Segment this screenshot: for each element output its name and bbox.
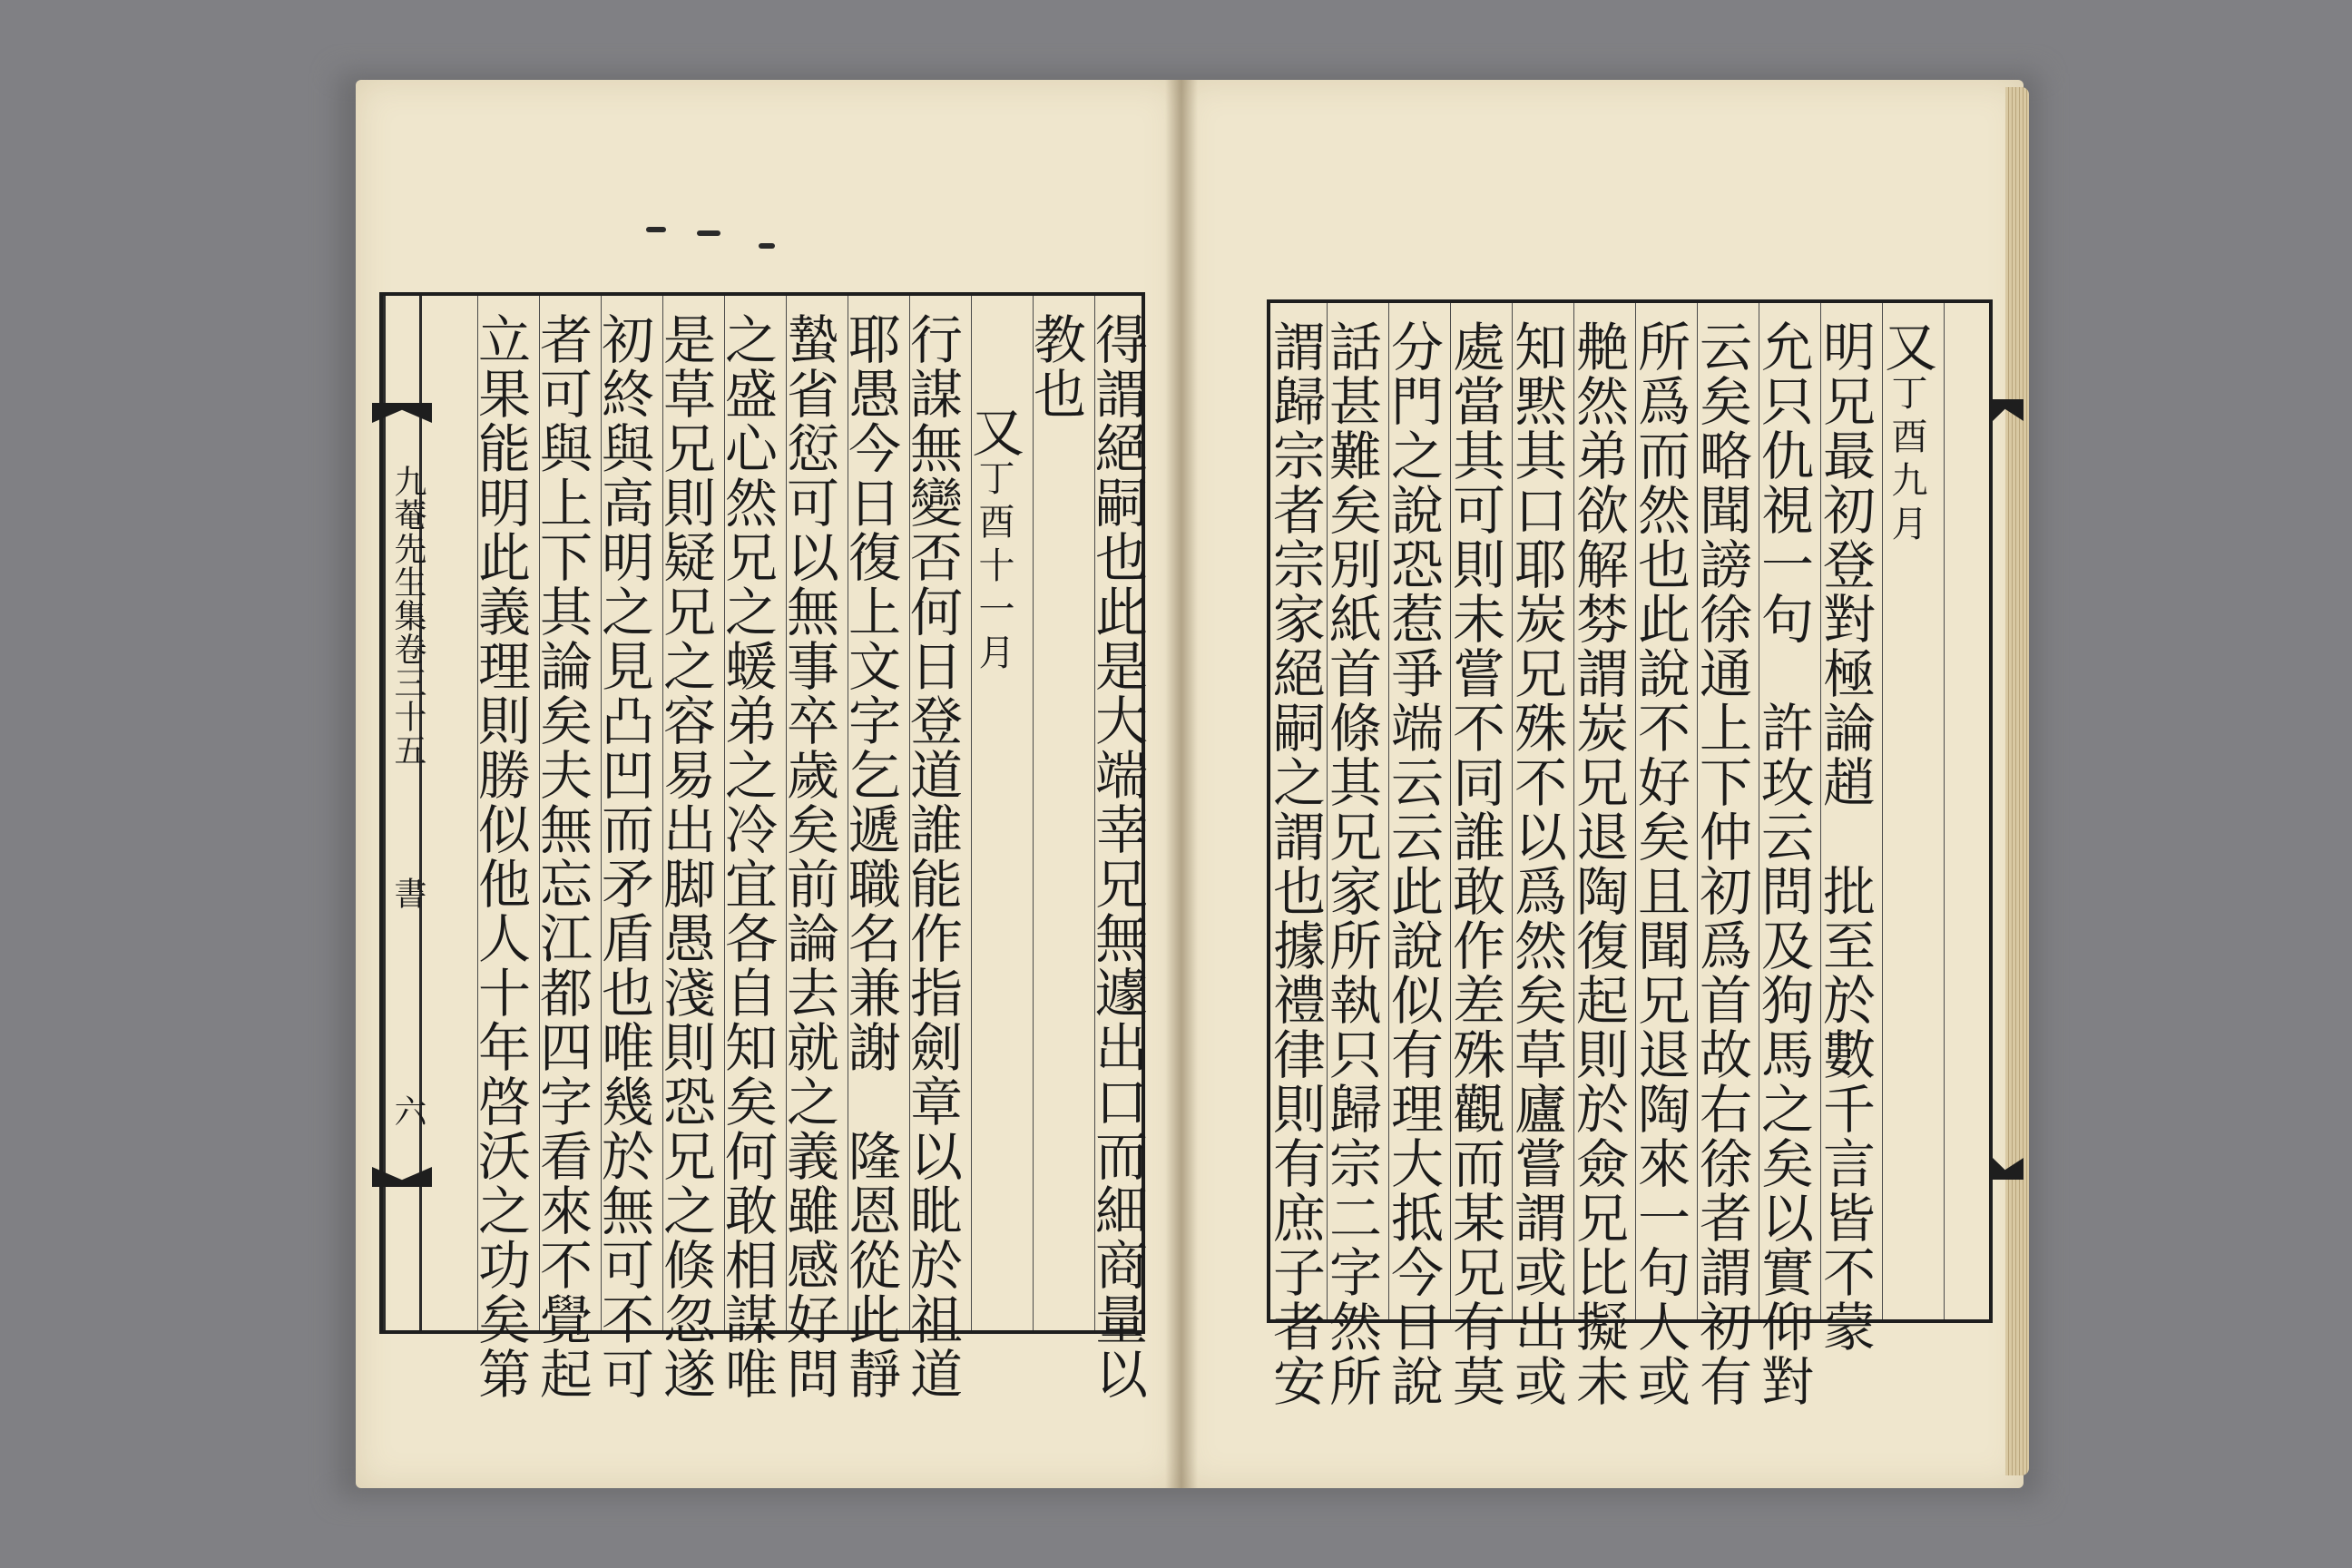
column-rule	[1033, 296, 1034, 1330]
text-column: 云矣略聞謗徐通上下仲初爲首故右徐者謂初有	[1690, 319, 1752, 1408]
center-page-number: 六	[389, 1094, 426, 1128]
book-gutter	[1165, 80, 1198, 1488]
text-column: 耶愚今日復上文字乞遞職名兼謝 隆恩從此靜	[839, 312, 901, 1401]
column-rule	[1944, 303, 1945, 1319]
ink-smudge	[646, 227, 666, 232]
right-text-frame	[1264, 299, 1993, 1408]
text-column: 話甚難矣別紙首條其兄家所執只歸宗二字然所	[1320, 319, 1382, 1408]
heading-again: 又	[963, 405, 1024, 459]
text-column: 分門之說恐惹爭端云云此說似有理大抵今日說	[1382, 319, 1444, 1408]
ink-smudge	[697, 230, 720, 236]
text-column: 蟄省愆可以無事卒歲矣前論去就之義雖感好問	[778, 312, 839, 1401]
text-column: 行謀無變否何日登道誰能作指劍章以䀝於祖道	[901, 312, 963, 1401]
heading-again: 又	[1876, 319, 1937, 374]
text-column: 者可與上下其論矣夫無忘江都四字看來不覺起	[531, 312, 593, 1401]
page-edges	[2005, 87, 2029, 1475]
center-section: 書	[389, 877, 426, 910]
text-column: 初終與高明之見凸凹而矛盾也唯幾於無可不可	[593, 312, 654, 1401]
fishtail-ornament-bottom	[372, 1167, 432, 1187]
text-column: 得謂絕嗣也此是大端幸兄無遽出口而細商量以	[1086, 312, 1148, 1401]
center-title: 九菴先生集卷三十五	[389, 465, 426, 767]
fishtail-ornament-top	[372, 403, 432, 423]
left-text-frame	[379, 292, 1148, 1401]
date-note: 丁酉十一月	[973, 459, 1014, 677]
text-column: 知黙其口耶炭兄殊不以爲然矣草廬嘗謂或出或	[1505, 319, 1567, 1408]
text-column	[962, 405, 1025, 677]
text-column: 處當其可則未嘗不同誰敢作差殊觀而某兄有莫	[1444, 319, 1505, 1408]
text-column: 艴然弟欲解棼謂炭兄退陶復起則於僉兄比擬未	[1567, 319, 1629, 1408]
text-column: 謂歸宗者宗家絕嗣之謂也據禮律則有庶子者安	[1264, 319, 1326, 1408]
text-column: 明兄最初登對極論趙 批至於數千言皆不蒙	[1814, 319, 1876, 1354]
ink-smudge	[759, 243, 775, 249]
date-note: 丁酉九月	[1886, 374, 1927, 548]
text-column	[1875, 319, 1938, 548]
text-column: 所爲而然也此說不好矣且聞兄退陶來一句人或	[1629, 319, 1690, 1408]
text-column: 之盛心然兄之蝯弟之冷宜各自知矣何敢相謀唯	[716, 312, 778, 1401]
text-column: 立果能明此義理則勝似他人十年啓沃之功矣第	[469, 312, 531, 1401]
text-column: 允只仇視一句 許玫云問及狗馬之矣以實仰對	[1752, 319, 1814, 1408]
text-column: 是草兄則疑兄之容易出脚愚淺則恐兄之倏忽遂	[654, 312, 716, 1401]
text-column: 教也	[1024, 312, 1086, 421]
